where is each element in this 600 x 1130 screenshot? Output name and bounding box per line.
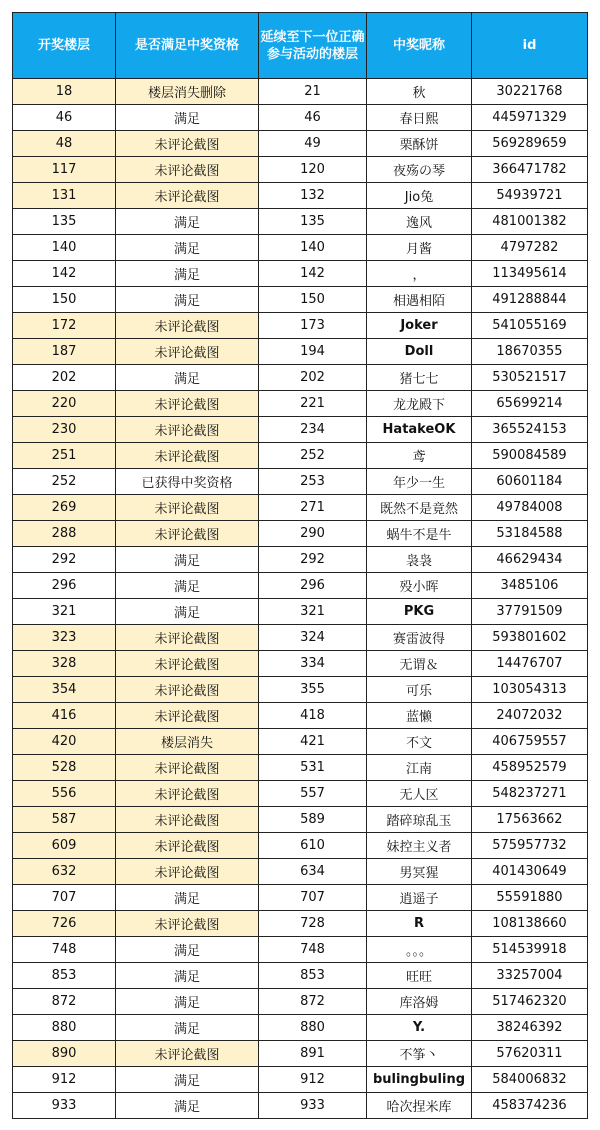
table-row	[13, 1041, 588, 1067]
table-row	[13, 313, 588, 339]
table-row	[13, 209, 588, 235]
table-row	[13, 521, 588, 547]
header-eligibility: 是否满足中奖资格	[116, 13, 259, 79]
eligibility-cell: 满足	[116, 937, 259, 963]
next-floor-cell: 142	[259, 261, 367, 287]
eligibility-cell: 未评论截图	[116, 755, 259, 781]
eligibility-cell: 未评论截图	[116, 157, 259, 183]
eligibility-cell: 未评论截图	[116, 183, 259, 209]
floor-cell: 142	[13, 261, 116, 287]
table-row	[13, 1015, 588, 1041]
floor-cell: 707	[13, 885, 116, 911]
table-row	[13, 157, 588, 183]
next-floor-cell: 872	[259, 989, 367, 1015]
floor-cell: 890	[13, 1041, 116, 1067]
nickname-cell: 赛雷波得	[367, 625, 472, 651]
nickname-cell: 旺旺	[367, 963, 472, 989]
next-floor-cell: 120	[259, 157, 367, 183]
floor-cell: 748	[13, 937, 116, 963]
next-floor-cell: 173	[259, 313, 367, 339]
table-row	[13, 105, 588, 131]
nickname-cell: Joker	[367, 313, 472, 339]
table-row	[13, 495, 588, 521]
eligibility-cell: 未评论截图	[116, 833, 259, 859]
nickname-cell: 猪七七	[367, 365, 472, 391]
table-row	[13, 183, 588, 209]
eligibility-cell: 满足	[116, 963, 259, 989]
nickname-cell: 不文	[367, 729, 472, 755]
nickname-cell: 春日熙	[367, 105, 472, 131]
next-floor-cell: 421	[259, 729, 367, 755]
next-floor-cell: 292	[259, 547, 367, 573]
floor-cell: 230	[13, 417, 116, 443]
nickname-cell: 殁小晖	[367, 573, 472, 599]
eligibility-cell: 满足	[116, 573, 259, 599]
eligibility-cell: 未评论截图	[116, 1041, 259, 1067]
nickname-cell: 不筝丶	[367, 1041, 472, 1067]
floor-cell: 150	[13, 287, 116, 313]
next-floor-cell: 21	[259, 79, 367, 105]
floor-cell: 933	[13, 1093, 116, 1119]
table-row	[13, 781, 588, 807]
id-cell: 108138660	[472, 911, 588, 937]
nickname-cell: 可乐	[367, 677, 472, 703]
floor-cell: 131	[13, 183, 116, 209]
id-cell: 569289659	[472, 131, 588, 157]
next-floor-cell: 933	[259, 1093, 367, 1119]
nickname-cell: 夜殇の琴	[367, 157, 472, 183]
eligibility-cell: 未评论截图	[116, 625, 259, 651]
nickname-cell: 袅袅	[367, 547, 472, 573]
table-row	[13, 417, 588, 443]
floor-cell: 135	[13, 209, 116, 235]
eligibility-cell: 未评论截图	[116, 677, 259, 703]
header-row	[13, 13, 588, 79]
id-cell: 54939721	[472, 183, 588, 209]
id-cell: 4797282	[472, 235, 588, 261]
next-floor-cell: 194	[259, 339, 367, 365]
eligibility-cell: 满足	[116, 209, 259, 235]
eligibility-cell: 未评论截图	[116, 339, 259, 365]
nickname-cell: 龙龙殿下	[367, 391, 472, 417]
id-cell: 46629434	[472, 547, 588, 573]
next-floor-cell: 634	[259, 859, 367, 885]
next-floor-cell: 49	[259, 131, 367, 157]
nickname-cell: 秋	[367, 79, 472, 105]
eligibility-cell: 未评论截图	[116, 417, 259, 443]
id-cell: 53184588	[472, 521, 588, 547]
eligibility-cell: 满足	[116, 989, 259, 1015]
next-floor-cell: 880	[259, 1015, 367, 1041]
floor-cell: 187	[13, 339, 116, 365]
id-cell: 575957732	[472, 833, 588, 859]
floor-cell: 288	[13, 521, 116, 547]
next-floor-cell: 707	[259, 885, 367, 911]
nickname-cell: bulingbuling	[367, 1067, 472, 1093]
id-cell: 113495614	[472, 261, 588, 287]
id-cell: 514539918	[472, 937, 588, 963]
floor-cell: 18	[13, 79, 116, 105]
eligibility-cell: 满足	[116, 261, 259, 287]
eligibility-cell: 满足	[116, 547, 259, 573]
next-floor-cell: 418	[259, 703, 367, 729]
table-row	[13, 625, 588, 651]
table-row	[13, 443, 588, 469]
floor-cell: 46	[13, 105, 116, 131]
floor-cell: 416	[13, 703, 116, 729]
eligibility-cell: 未评论截图	[116, 651, 259, 677]
eligibility-cell: 未评论截图	[116, 391, 259, 417]
id-cell: 401430649	[472, 859, 588, 885]
table-row	[13, 79, 588, 105]
eligibility-cell: 满足	[116, 1067, 259, 1093]
next-floor-cell: 140	[259, 235, 367, 261]
next-floor-cell: 748	[259, 937, 367, 963]
floor-cell: 117	[13, 157, 116, 183]
next-floor-cell: 252	[259, 443, 367, 469]
nickname-cell: 无谓＆	[367, 651, 472, 677]
next-floor-cell: 46	[259, 105, 367, 131]
floor-cell: 609	[13, 833, 116, 859]
header-nickname: 中奖昵称	[367, 13, 472, 79]
eligibility-cell: 已获得中奖资格	[116, 469, 259, 495]
nickname-cell: 蜗牛不是牛	[367, 521, 472, 547]
table-row	[13, 885, 588, 911]
id-cell: 445971329	[472, 105, 588, 131]
floor-cell: 220	[13, 391, 116, 417]
floor-cell: 269	[13, 495, 116, 521]
header-floor: 开奖楼层	[13, 13, 116, 79]
header-next-floor: 延续至下一位正确参与活动的楼层	[259, 13, 367, 79]
next-floor-cell: 531	[259, 755, 367, 781]
floor-cell: 252	[13, 469, 116, 495]
id-cell: 481001382	[472, 209, 588, 235]
id-cell: 590084589	[472, 443, 588, 469]
floor-cell: 321	[13, 599, 116, 625]
id-cell: 37791509	[472, 599, 588, 625]
nickname-cell: 男冥猩	[367, 859, 472, 885]
nickname-cell: 江南	[367, 755, 472, 781]
next-floor-cell: 271	[259, 495, 367, 521]
table-row	[13, 755, 588, 781]
id-cell: 584006832	[472, 1067, 588, 1093]
floor-cell: 528	[13, 755, 116, 781]
eligibility-cell: 满足	[116, 1093, 259, 1119]
nickname-cell: Y.	[367, 1015, 472, 1041]
floor-cell: 292	[13, 547, 116, 573]
table-row	[13, 963, 588, 989]
nickname-cell: HatakeOK	[367, 417, 472, 443]
nickname-cell: 哈次捏米库	[367, 1093, 472, 1119]
id-cell: 458374236	[472, 1093, 588, 1119]
table-row	[13, 261, 588, 287]
floor-cell: 251	[13, 443, 116, 469]
eligibility-cell: 未评论截图	[116, 807, 259, 833]
id-cell: 55591880	[472, 885, 588, 911]
table-body	[13, 79, 588, 1119]
next-floor-cell: 296	[259, 573, 367, 599]
eligibility-cell: 满足	[116, 105, 259, 131]
nickname-cell: 。。。	[367, 937, 472, 963]
next-floor-cell: 334	[259, 651, 367, 677]
eligibility-cell: 满足	[116, 599, 259, 625]
id-cell: 3485106	[472, 573, 588, 599]
id-cell: 366471782	[472, 157, 588, 183]
table-row	[13, 131, 588, 157]
nickname-cell: 妹控主义者	[367, 833, 472, 859]
floor-cell: 632	[13, 859, 116, 885]
table-row	[13, 599, 588, 625]
id-cell: 60601184	[472, 469, 588, 495]
id-cell: 38246392	[472, 1015, 588, 1041]
eligibility-cell: 未评论截图	[116, 495, 259, 521]
id-cell: 49784008	[472, 495, 588, 521]
id-cell: 33257004	[472, 963, 588, 989]
table-row	[13, 937, 588, 963]
table-row	[13, 651, 588, 677]
floor-cell: 556	[13, 781, 116, 807]
header-id: id	[472, 13, 588, 79]
next-floor-cell: 728	[259, 911, 367, 937]
nickname-cell: 蓝懒	[367, 703, 472, 729]
eligibility-cell: 未评论截图	[116, 131, 259, 157]
table-row	[13, 1093, 588, 1119]
table-row	[13, 833, 588, 859]
id-cell: 14476707	[472, 651, 588, 677]
eligibility-cell: 楼层消失删除	[116, 79, 259, 105]
nickname-cell: 相遇相陌	[367, 287, 472, 313]
nickname-cell: 踏碎琼乱玉	[367, 807, 472, 833]
table-row	[13, 989, 588, 1015]
table-row	[13, 729, 588, 755]
id-cell: 57620311	[472, 1041, 588, 1067]
next-floor-cell: 324	[259, 625, 367, 651]
table-row	[13, 573, 588, 599]
floor-cell: 328	[13, 651, 116, 677]
table-row	[13, 365, 588, 391]
eligibility-cell: 满足	[116, 365, 259, 391]
eligibility-cell: 未评论截图	[116, 781, 259, 807]
table-row	[13, 677, 588, 703]
next-floor-cell: 150	[259, 287, 367, 313]
floor-cell: 420	[13, 729, 116, 755]
id-cell: 18670355	[472, 339, 588, 365]
nickname-cell: PKG	[367, 599, 472, 625]
nickname-cell: Doll	[367, 339, 472, 365]
eligibility-cell: 未评论截图	[116, 703, 259, 729]
floor-cell: 726	[13, 911, 116, 937]
table-row	[13, 235, 588, 261]
nickname-cell: 逍遥子	[367, 885, 472, 911]
table-row	[13, 391, 588, 417]
next-floor-cell: 132	[259, 183, 367, 209]
nickname-cell: Jio兔	[367, 183, 472, 209]
floor-cell: 912	[13, 1067, 116, 1093]
id-cell: 593801602	[472, 625, 588, 651]
nickname-cell: 月酱	[367, 235, 472, 261]
eligibility-cell: 满足	[116, 1015, 259, 1041]
next-floor-cell: 912	[259, 1067, 367, 1093]
id-cell: 491288844	[472, 287, 588, 313]
next-floor-cell: 853	[259, 963, 367, 989]
id-cell: 30221768	[472, 79, 588, 105]
nickname-cell: 既然不是竟然	[367, 495, 472, 521]
floor-cell: 872	[13, 989, 116, 1015]
floor-cell: 140	[13, 235, 116, 261]
table-row	[13, 287, 588, 313]
next-floor-cell: 234	[259, 417, 367, 443]
next-floor-cell: 355	[259, 677, 367, 703]
floor-cell: 323	[13, 625, 116, 651]
eligibility-cell: 未评论截图	[116, 521, 259, 547]
id-cell: 530521517	[472, 365, 588, 391]
nickname-cell: R	[367, 911, 472, 937]
id-cell: 17563662	[472, 807, 588, 833]
id-cell: 541055169	[472, 313, 588, 339]
next-floor-cell: 589	[259, 807, 367, 833]
floor-cell: 354	[13, 677, 116, 703]
id-cell: 517462320	[472, 989, 588, 1015]
table-row	[13, 703, 588, 729]
eligibility-cell: 满足	[116, 287, 259, 313]
eligibility-cell: 未评论截图	[116, 313, 259, 339]
next-floor-cell: 221	[259, 391, 367, 417]
eligibility-cell: 满足	[116, 235, 259, 261]
next-floor-cell: 610	[259, 833, 367, 859]
table-row	[13, 859, 588, 885]
table-row	[13, 807, 588, 833]
next-floor-cell: 557	[259, 781, 367, 807]
id-cell: 24072032	[472, 703, 588, 729]
nickname-cell: 逸风	[367, 209, 472, 235]
table-row	[13, 911, 588, 937]
next-floor-cell: 321	[259, 599, 367, 625]
next-floor-cell: 253	[259, 469, 367, 495]
eligibility-cell: 满足	[116, 885, 259, 911]
table-row	[13, 339, 588, 365]
floor-cell: 172	[13, 313, 116, 339]
floor-cell: 853	[13, 963, 116, 989]
next-floor-cell: 135	[259, 209, 367, 235]
next-floor-cell: 202	[259, 365, 367, 391]
eligibility-cell: 未评论截图	[116, 911, 259, 937]
floor-cell: 587	[13, 807, 116, 833]
eligibility-cell: 未评论截图	[116, 443, 259, 469]
nickname-cell: ，	[367, 261, 472, 287]
floor-cell: 48	[13, 131, 116, 157]
id-cell: 103054313	[472, 677, 588, 703]
id-cell: 365524153	[472, 417, 588, 443]
nickname-cell: 栗酥饼	[367, 131, 472, 157]
id-cell: 406759557	[472, 729, 588, 755]
id-cell: 548237271	[472, 781, 588, 807]
table-row	[13, 547, 588, 573]
floor-cell: 880	[13, 1015, 116, 1041]
floor-cell: 296	[13, 573, 116, 599]
nickname-cell: 库洛姆	[367, 989, 472, 1015]
winners-table	[12, 12, 588, 1119]
nickname-cell: 无人区	[367, 781, 472, 807]
nickname-cell: 鸢	[367, 443, 472, 469]
eligibility-cell: 未评论截图	[116, 859, 259, 885]
table-row	[13, 1067, 588, 1093]
id-cell: 458952579	[472, 755, 588, 781]
table-header	[13, 13, 588, 79]
nickname-cell: 年少一生	[367, 469, 472, 495]
eligibility-cell: 楼层消失	[116, 729, 259, 755]
next-floor-cell: 891	[259, 1041, 367, 1067]
floor-cell: 202	[13, 365, 116, 391]
id-cell: 65699214	[472, 391, 588, 417]
next-floor-cell: 290	[259, 521, 367, 547]
table-row	[13, 469, 588, 495]
